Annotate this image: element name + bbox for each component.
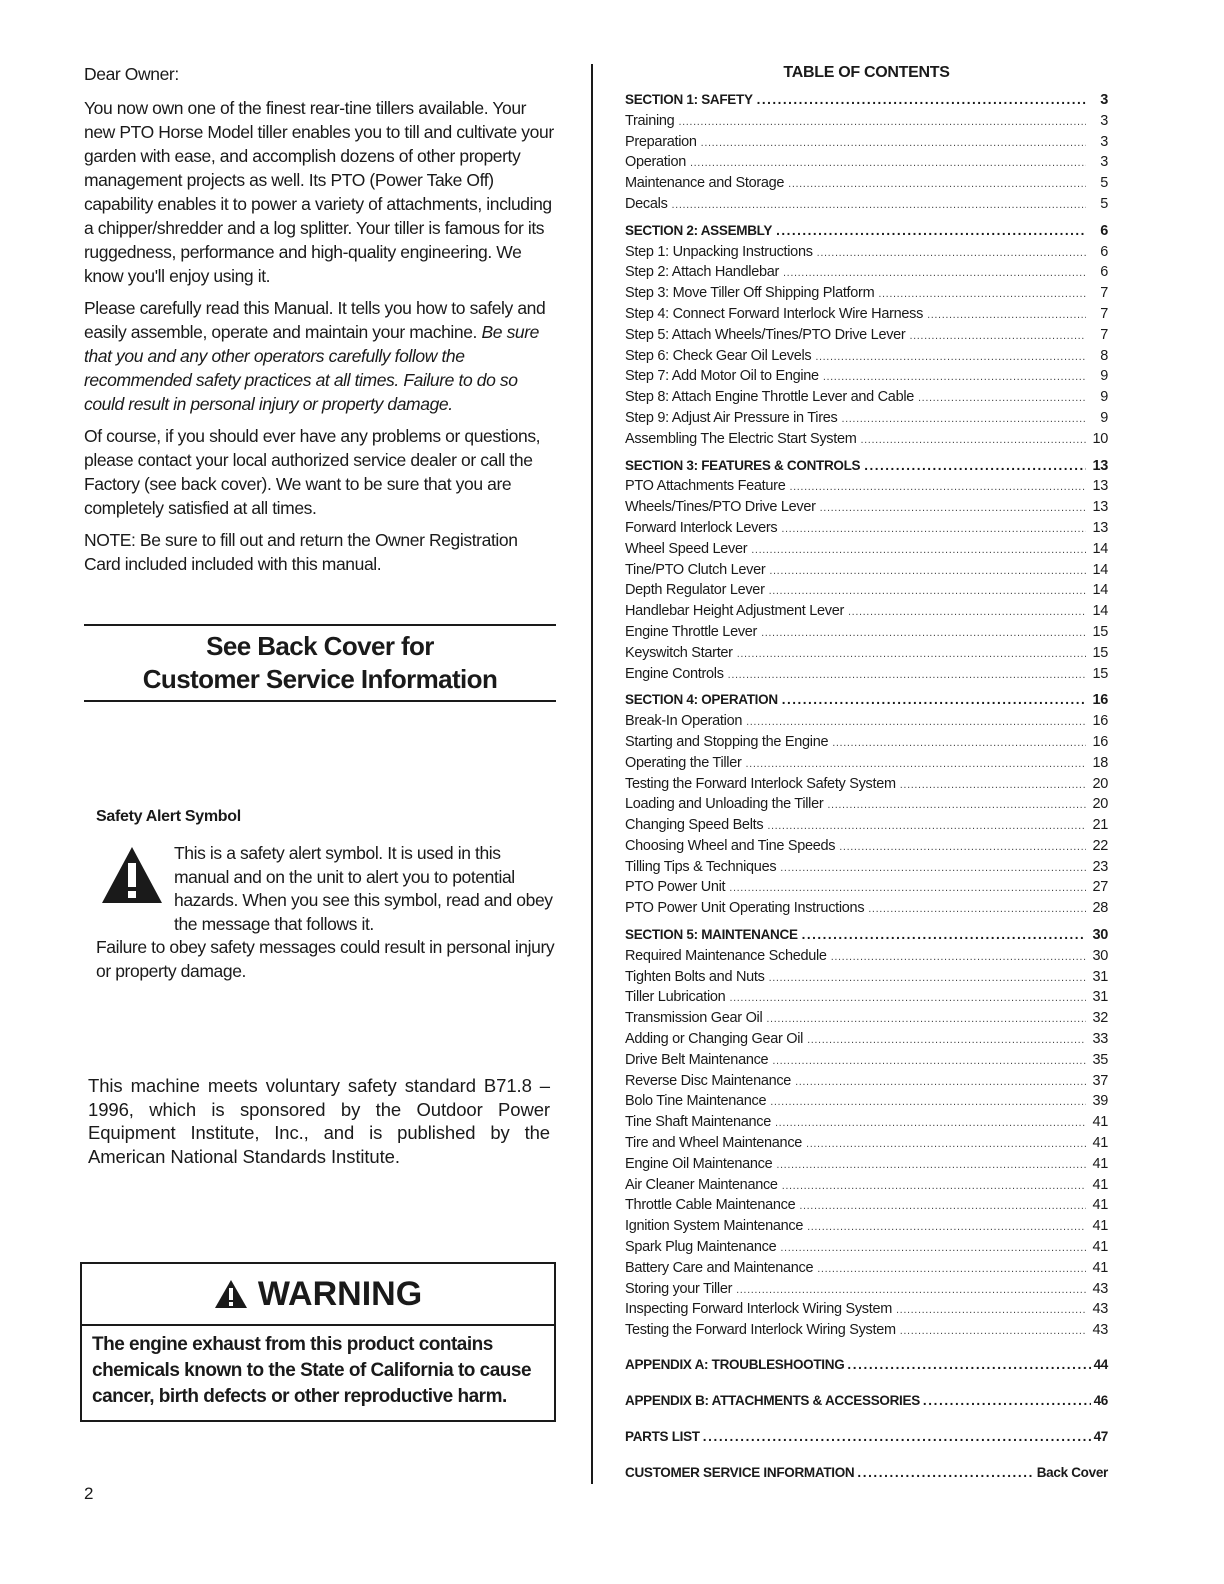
toc-entry-page: 6 xyxy=(1100,264,1108,281)
toc-entry xyxy=(625,410,1108,431)
toc-entry-label: Step 4: Connect Forward Interlock Wire Harness xyxy=(625,305,924,322)
toc-entry-label: Changing Speed Belts xyxy=(625,817,764,834)
dot-leader xyxy=(678,116,1086,128)
dot-leader xyxy=(746,716,1086,728)
dot-leader xyxy=(857,1465,1033,1480)
toc-entry-label: Assembling The Electric Start System xyxy=(625,430,857,447)
toc-entry xyxy=(625,879,1108,900)
toc-entry-label: Battery Care and Maintenance xyxy=(625,1259,814,1276)
dot-leader xyxy=(918,392,1086,404)
warning-box xyxy=(80,1262,556,1422)
toc-entry-page: 20 xyxy=(1092,796,1108,813)
toc-entry-page: 9 xyxy=(1100,409,1108,426)
toc-entry-page: 15 xyxy=(1092,665,1108,682)
toc-entry-page: 43 xyxy=(1092,1301,1108,1318)
toc-entry xyxy=(625,1322,1108,1343)
toc-entry-label: Decals xyxy=(625,195,668,212)
toc-entry xyxy=(625,244,1108,265)
dot-leader xyxy=(839,841,1086,853)
dot-leader xyxy=(864,458,1086,473)
toc-entry-page: 21 xyxy=(1092,817,1108,834)
toc-section-heading-label: SECTION 5: MAINTENANCE xyxy=(625,927,798,943)
toc-entry xyxy=(625,1135,1108,1156)
dot-leader xyxy=(783,267,1086,279)
service-notice xyxy=(84,626,556,700)
dot-leader xyxy=(775,1117,1086,1129)
toc-entry-page: 15 xyxy=(1092,644,1108,661)
toc-section-heading xyxy=(625,458,1108,479)
toc-entry-label: Step 9: Adjust Air Pressure in Tires xyxy=(625,409,838,426)
toc-entry xyxy=(625,969,1108,990)
toc-entry-page: 41 xyxy=(1092,1259,1108,1276)
toc-entry xyxy=(625,285,1108,306)
toc-entry-page: 7 xyxy=(1100,326,1108,343)
toc-appendix-label: APPENDIX A: TROUBLESHOOTING xyxy=(625,1357,845,1373)
dot-leader xyxy=(823,371,1086,383)
toc-entry-label: Wheels/Tines/PTO Drive Lever xyxy=(625,499,816,516)
toc-entry xyxy=(625,645,1108,666)
toc-entry-page: 15 xyxy=(1092,623,1108,640)
toc-entry-page: 41 xyxy=(1092,1155,1108,1172)
dot-leader xyxy=(831,951,1086,963)
toc-entry-label: Drive Belt Maintenance xyxy=(625,1051,769,1068)
toc-entry xyxy=(625,1093,1108,1114)
toc-entry xyxy=(625,1073,1108,1094)
toc-entry-page: 14 xyxy=(1092,582,1108,599)
dot-leader xyxy=(868,903,1086,915)
letter-paragraph-2 xyxy=(84,296,556,416)
toc-entry-page: 37 xyxy=(1092,1072,1108,1089)
dot-leader xyxy=(817,247,1086,259)
toc-entry xyxy=(625,776,1108,797)
toc-entry xyxy=(625,134,1108,155)
safety-alert-title: Safety Alert Symbol xyxy=(96,808,241,825)
toc-entry xyxy=(625,1114,1108,1135)
dot-leader xyxy=(780,1242,1086,1254)
letter-paragraph-3: Of course, if you should ever have any problems or questions, please contact your local authorized service dealer or call the Factory (see back cover). We want to be sure that you are completely satisfied at all times. xyxy=(84,426,541,518)
toc-entry xyxy=(625,264,1108,285)
toc-appendix-page: Back Cover xyxy=(1036,1465,1108,1481)
toc-entry-label: Tighten Bolts and Nuts xyxy=(625,968,765,985)
toc-appendix-label: CUSTOMER SERVICE INFORMATION xyxy=(625,1465,855,1481)
dot-leader xyxy=(848,606,1086,618)
toc-entry-label: Tine Shaft Maintenance xyxy=(625,1114,772,1131)
dot-leader xyxy=(672,199,1086,211)
dot-leader xyxy=(690,157,1086,169)
toc-entry-page: 7 xyxy=(1100,285,1108,302)
toc-entry-label: Wheel Speed Lever xyxy=(625,540,748,557)
toc-entry-label: Air Cleaner Maintenance xyxy=(625,1176,778,1193)
dot-leader xyxy=(832,737,1086,749)
toc-entry-label: Step 1: Unpacking Instructions xyxy=(625,243,813,260)
dot-leader xyxy=(770,1096,1086,1108)
dot-leader xyxy=(703,1429,1091,1444)
toc-entry xyxy=(625,603,1108,624)
toc-entry-page: 41 xyxy=(1092,1114,1108,1131)
dot-leader xyxy=(728,669,1086,681)
toc-entry-page: 3 xyxy=(1100,133,1108,150)
toc-entry-label: Preparation xyxy=(625,133,697,150)
dot-leader xyxy=(900,779,1086,791)
safety-standard-text: This machine meets voluntary safety standard B71.8 – 1996, which is sponsored by the Outdoor Power Equipment Institute, Inc., and is published by the American National Standards Institute. xyxy=(88,1075,550,1167)
dot-leader xyxy=(927,309,1086,321)
dot-leader xyxy=(769,585,1086,597)
dot-leader xyxy=(781,523,1086,535)
toc-entry-page: 41 xyxy=(1092,1176,1108,1193)
toc-entry-label: Step 5: Attach Wheels/Tines/PTO Drive Lever xyxy=(625,326,906,343)
dot-leader xyxy=(788,178,1086,190)
safety-alert-text: This is a safety alert symbol. It is used in this manual and on the unit to alert you to potential hazards. When you see this symbol, read and obey the message that follows it. xyxy=(174,843,553,934)
toc-entry-label: Step 3: Move Tiller Off Shipping Platform xyxy=(625,285,875,302)
toc-entry xyxy=(625,478,1108,499)
dot-leader xyxy=(780,862,1086,874)
dot-leader xyxy=(820,502,1086,514)
toc-entry-page: 43 xyxy=(1092,1280,1108,1297)
dot-leader xyxy=(701,137,1086,149)
toc-entry-page: 22 xyxy=(1092,837,1108,854)
safety-alert-body xyxy=(96,842,556,983)
toc-entry xyxy=(625,948,1108,969)
toc-entry-label: Engine Controls xyxy=(625,665,724,682)
toc-entry xyxy=(625,1177,1108,1198)
toc-entry-label: Step 2: Attach Handlebar xyxy=(625,264,780,281)
toc-section-heading-label: SECTION 4: OPERATION xyxy=(625,692,778,708)
toc-entry-page: 41 xyxy=(1092,1239,1108,1256)
toc-entry xyxy=(625,1218,1108,1239)
dot-leader xyxy=(900,1325,1086,1337)
toc-appendix xyxy=(625,1393,1108,1415)
toc-entry-page: 18 xyxy=(1092,754,1108,771)
toc-entry-label: Tilling Tips & Techniques xyxy=(625,858,777,875)
toc-entry xyxy=(625,666,1108,687)
toc-entry xyxy=(625,1260,1108,1281)
toc-entry-label: Training xyxy=(625,112,675,129)
toc-section-heading xyxy=(625,927,1108,948)
toc-entry-label: PTO Power Unit xyxy=(625,879,726,896)
toc-appendix xyxy=(625,1465,1108,1487)
toc-entry-label: Ignition System Maintenance xyxy=(625,1218,804,1235)
toc-entry-page: 13 xyxy=(1092,499,1108,516)
toc-entry xyxy=(625,348,1108,369)
dot-leader xyxy=(776,223,1086,238)
letter-paragraph-2-text: Please carefully read this Manual. It tells you how to safely and easily assemble, operate and maintain your machine. xyxy=(84,298,546,342)
dot-leader xyxy=(769,972,1086,984)
toc-entry-page: 27 xyxy=(1092,879,1108,896)
toc-entry-label: Loading and Unloading the Tiller xyxy=(625,796,824,813)
dot-leader xyxy=(736,1284,1086,1296)
letter-greeting: Dear Owner: xyxy=(84,64,179,84)
toc-entry-page: 41 xyxy=(1092,1135,1108,1152)
toc-entry-page: 9 xyxy=(1100,368,1108,385)
toc-entry-label: Tiller Lubrication xyxy=(625,989,726,1006)
letter-paragraph-1: You now own one of the finest rear-tine tillers available. Your new PTO Horse Model tiller enables you to till and cultivate your garden with ease, and accomplish dozens of other property management projects as well. Its PTO (Power Take Off) capability enables it to power a variety of attachments, including a chipper/shredder and a log splitter. Your tiller is famous for its ruggedness, performance and high-quality engineering. We know you'll enjoy using it. xyxy=(84,98,554,286)
toc-entry xyxy=(625,817,1108,838)
toc-entry-page: 39 xyxy=(1092,1093,1108,1110)
toc-entry-page: 14 xyxy=(1092,561,1108,578)
dot-leader xyxy=(802,927,1086,942)
dot-leader xyxy=(817,1263,1086,1275)
service-notice-line-2: Customer Service Information xyxy=(142,664,498,694)
toc-entry-page: 28 xyxy=(1092,900,1108,917)
toc-entry-page: 14 xyxy=(1092,603,1108,620)
toc-title: TABLE OF CONTENTS xyxy=(783,64,950,81)
toc-entry xyxy=(625,1010,1108,1031)
toc-appendix-label: PARTS LIST xyxy=(625,1429,700,1445)
column-divider xyxy=(591,64,593,1484)
dot-leader xyxy=(776,1159,1086,1171)
dot-leader xyxy=(757,92,1086,107)
toc-entry-page: 10 xyxy=(1092,430,1108,447)
toc-entry-label: Tine/PTO Clutch Lever xyxy=(625,561,766,578)
toc-section-heading-label: SECTION 3: FEATURES & CONTROLS xyxy=(625,457,861,473)
dot-leader xyxy=(729,992,1086,1004)
toc-entry-page: 20 xyxy=(1092,775,1108,792)
safety-alert-text-2: Failure to obey safety messages could result in personal injury or property damage. xyxy=(96,937,555,981)
toc-entry-page: 9 xyxy=(1100,389,1108,406)
toc-entry-page: 33 xyxy=(1092,1031,1108,1048)
toc-appendix-label: APPENDIX B: ATTACHMENTS & ACCESSORIES xyxy=(625,1393,920,1409)
toc-section-heading-page: 3 xyxy=(1100,92,1108,108)
toc-entry xyxy=(625,582,1108,603)
dot-leader xyxy=(767,820,1086,832)
dot-leader xyxy=(896,1304,1086,1316)
toc-entry-label: Tire and Wheel Maintenance xyxy=(625,1135,803,1152)
toc-entry-label: Testing the Forward Interlock Wiring System xyxy=(625,1322,896,1339)
toc-entry-label: Choosing Wheel and Tine Speeds xyxy=(625,837,836,854)
toc-entry xyxy=(625,713,1108,734)
dot-leader xyxy=(827,799,1086,811)
dot-leader xyxy=(766,1013,1086,1025)
toc-entry-page: 16 xyxy=(1092,713,1108,730)
toc-entry-page: 16 xyxy=(1092,733,1108,750)
toc-entry-label: Step 6: Check Gear Oil Levels xyxy=(625,347,812,364)
toc-section-heading xyxy=(625,692,1108,713)
toc-section-heading-label: SECTION 1: SAFETY xyxy=(625,92,753,107)
toc-entry-page: 13 xyxy=(1092,478,1108,495)
dot-leader xyxy=(729,882,1086,894)
toc-entry-page: 3 xyxy=(1100,112,1108,129)
toc-entry-label: Maintenance and Storage xyxy=(625,175,785,192)
toc-entry-page: 35 xyxy=(1092,1051,1108,1068)
toc-entry-label: Operating the Tiller xyxy=(625,754,742,771)
toc-section-heading-page: 13 xyxy=(1092,457,1108,474)
toc-section-heading xyxy=(625,92,1108,113)
toc-entry-label: Required Maintenance Schedule xyxy=(625,947,827,964)
dot-leader xyxy=(761,627,1086,639)
page-number: 2 xyxy=(84,1484,94,1503)
toc-entry xyxy=(625,327,1108,348)
toc-section-heading xyxy=(625,223,1108,244)
toc-entry xyxy=(625,1052,1108,1073)
dot-leader xyxy=(782,1180,1086,1192)
toc-entry xyxy=(625,624,1108,645)
dot-leader xyxy=(909,330,1086,342)
toc-entry-label: Inspecting Forward Interlock Wiring System xyxy=(625,1301,893,1318)
toc-entry-label: Testing the Forward Interlock Safety System xyxy=(625,775,896,792)
toc-entry-page: 5 xyxy=(1100,175,1108,192)
dot-leader xyxy=(878,288,1086,300)
toc-appendix xyxy=(625,1429,1108,1451)
toc-entry-label: Spark Plug Maintenance xyxy=(625,1239,777,1256)
toc-entry xyxy=(625,1197,1108,1218)
toc-entry-page: 30 xyxy=(1092,947,1108,964)
dot-leader xyxy=(772,1055,1086,1067)
toc-entry xyxy=(625,838,1108,859)
toc-entry xyxy=(625,541,1108,562)
toc-entry-label: Reverse Disc Maintenance xyxy=(625,1072,792,1089)
toc-entry-page: 13 xyxy=(1092,519,1108,536)
dot-leader xyxy=(815,351,1086,363)
letter-note: NOTE: Be sure to fill out and return the Owner Registration Card included included with this manual. xyxy=(84,530,518,574)
warning-icon xyxy=(214,1279,248,1309)
toc-entry-page: 8 xyxy=(1100,347,1108,364)
toc-entry-label: Adding or Changing Gear Oil xyxy=(625,1031,804,1048)
toc-entry-label: Break-In Operation xyxy=(625,713,743,730)
toc-entry-label: Forward Interlock Levers xyxy=(625,519,778,536)
toc-body xyxy=(625,92,1108,1487)
toc-entry-page: 31 xyxy=(1092,968,1108,985)
toc-entry-page: 32 xyxy=(1092,1010,1108,1027)
toc-entry-page: 41 xyxy=(1092,1218,1108,1235)
toc-entry-label: Transmission Gear Oil xyxy=(625,1010,763,1027)
dot-leader xyxy=(737,648,1086,660)
toc-entry xyxy=(625,113,1108,134)
toc-entry-label: Keyswitch Starter xyxy=(625,644,733,661)
toc-entry xyxy=(625,859,1108,880)
toc-entry xyxy=(625,1281,1108,1302)
toc-section-heading-page: 30 xyxy=(1092,927,1108,944)
letter-paragraph-2-italic: Be sure that you and any other operators carefully follow the recommended safety practices at all times. Failure to do so could result in personal injury or property damage. xyxy=(84,322,540,414)
toc-appendix xyxy=(625,1357,1108,1379)
toc-entry xyxy=(625,562,1108,583)
dot-leader xyxy=(806,1138,1086,1150)
toc-entry-label: Step 8: Attach Engine Throttle Lever and Cable xyxy=(625,389,915,406)
toc-section-heading-page: 16 xyxy=(1092,692,1108,709)
toc-entry-page: 14 xyxy=(1092,540,1108,557)
toc-entry-label: Operation xyxy=(625,154,686,171)
dot-leader xyxy=(789,481,1086,493)
toc-entry xyxy=(625,1239,1108,1260)
toc-entry-label: PTO Power Unit Operating Instructions xyxy=(625,900,865,917)
warning-header xyxy=(82,1264,554,1326)
toc-entry-label: Engine Oil Maintenance xyxy=(625,1155,773,1172)
toc-entry-page: 6 xyxy=(1100,243,1108,260)
service-notice-bottom-rule xyxy=(84,700,556,702)
toc-entry-label: Storing your Tiller xyxy=(625,1280,733,1297)
toc-appendix-page: 46 xyxy=(1093,1393,1108,1409)
dot-leader xyxy=(923,1393,1091,1408)
toc-entry xyxy=(625,1301,1108,1322)
dot-leader xyxy=(807,1034,1086,1046)
toc-entry-label: Engine Throttle Lever xyxy=(625,623,758,640)
toc-entry-label: Bolo Tine Maintenance xyxy=(625,1093,767,1110)
toc-entry-page: 43 xyxy=(1092,1322,1108,1339)
toc-entry xyxy=(625,368,1108,389)
toc-entry xyxy=(625,734,1108,755)
toc-entry xyxy=(625,431,1108,452)
toc-section-heading-page: 6 xyxy=(1100,222,1108,239)
service-notice-line-1: See Back Cover for xyxy=(206,631,434,661)
dot-leader xyxy=(807,1221,1086,1233)
warning-body: The engine exhaust from this product contains chemicals known to the State of California to cause cancer, birth defects or other reproductive harm. xyxy=(92,1334,532,1407)
warning-heading: WARNING xyxy=(257,1274,423,1313)
toc-appendix-page: 47 xyxy=(1093,1429,1108,1445)
toc-entry xyxy=(625,154,1108,175)
toc-entry-page: 41 xyxy=(1092,1197,1108,1214)
toc-entry xyxy=(625,796,1108,817)
toc-entry xyxy=(625,755,1108,776)
toc-entry-page: 5 xyxy=(1100,195,1108,212)
toc-entry-page: 7 xyxy=(1100,305,1108,322)
toc-appendix-page: 44 xyxy=(1093,1357,1108,1373)
toc-entry-label: Starting and Stopping the Engine xyxy=(625,733,829,750)
toc-entry xyxy=(625,1156,1108,1177)
toc-entry-label: Step 7: Add Motor Oil to Engine xyxy=(625,368,819,385)
toc-entry xyxy=(625,1031,1108,1052)
toc-entry xyxy=(625,306,1108,327)
letter-column xyxy=(84,62,556,702)
dot-leader xyxy=(751,544,1086,556)
dot-leader xyxy=(795,1076,1086,1088)
toc-entry-page: 31 xyxy=(1092,989,1108,1006)
toc-entry-label: Handlebar Height Adjustment Lever xyxy=(625,603,845,620)
toc-entry-page: 23 xyxy=(1092,858,1108,875)
table-of-contents xyxy=(625,64,1108,1487)
toc-entry-label: Depth Regulator Lever xyxy=(625,582,765,599)
toc-entry xyxy=(625,175,1108,196)
toc-entry-label: PTO Attachments Feature xyxy=(625,478,786,495)
dot-leader xyxy=(746,758,1086,770)
toc-entry-label: Throttle Cable Maintenance xyxy=(625,1197,796,1214)
toc-section-heading-label: SECTION 2: ASSEMBLY xyxy=(625,222,773,238)
dot-leader xyxy=(799,1200,1086,1212)
dot-leader xyxy=(841,413,1086,425)
toc-entry xyxy=(625,520,1108,541)
dot-leader xyxy=(782,692,1086,707)
toc-entry-page: 3 xyxy=(1100,154,1108,171)
toc-entry xyxy=(625,989,1108,1010)
toc-entry xyxy=(625,196,1108,217)
dot-leader xyxy=(769,565,1086,577)
toc-entry xyxy=(625,499,1108,520)
toc-entry xyxy=(625,389,1108,410)
dot-leader xyxy=(847,1357,1090,1372)
toc-entry xyxy=(625,900,1108,921)
dot-leader xyxy=(861,434,1087,446)
